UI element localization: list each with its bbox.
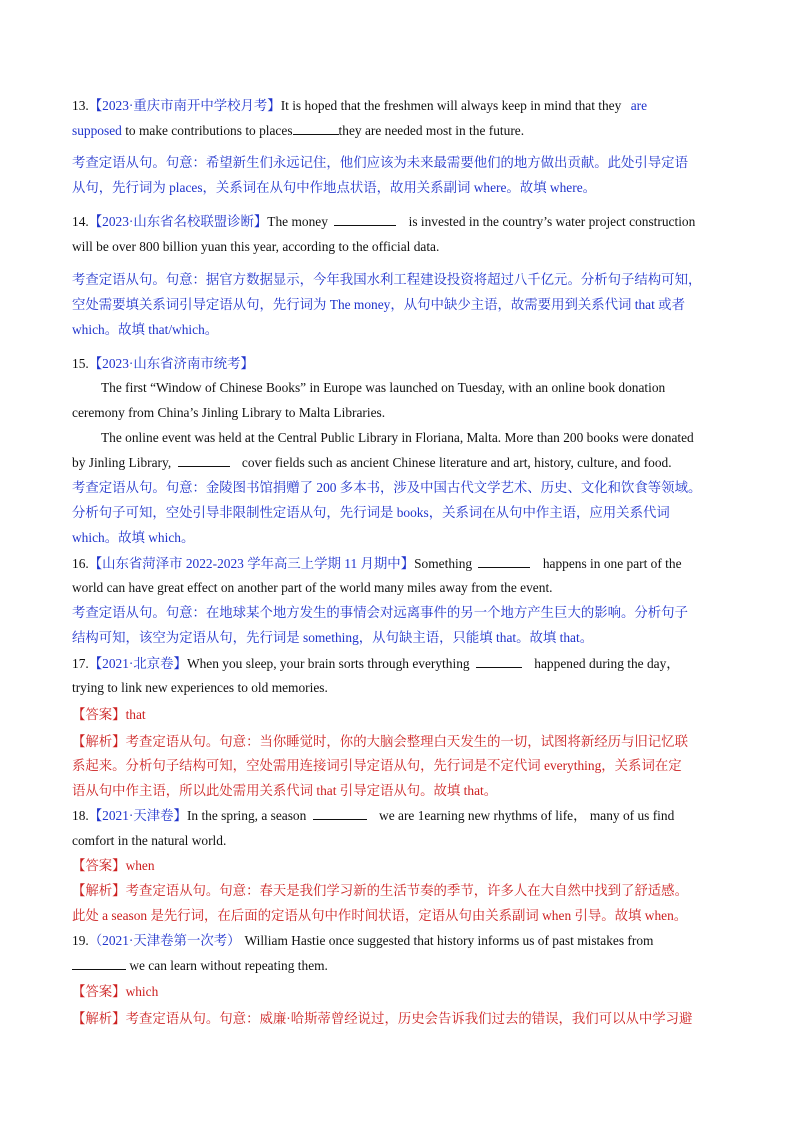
answer-label: 【答案】: [72, 858, 126, 873]
item-15-explanation-2: 分析句子可知，空处引导非限制性定语从句，先行词是 books，关系词在从句中作主语，应用关系代词: [72, 505, 670, 520]
highlighted-answer-text: supposed: [72, 123, 122, 138]
item-source: 【2023·山东省名校联盟诊断】: [88, 214, 268, 229]
answer-blank[interactable]: [476, 655, 522, 668]
item-number: 16.: [72, 556, 89, 571]
item-number: 14.: [72, 214, 89, 229]
analysis-label: 【解析】: [72, 1011, 126, 1026]
question-text: When you sleep, your brain sorts through everything: [186, 656, 473, 671]
item-13-explanation-2: 从句，先行词为 places，关系词在从句中作地点状语，故用关系副词 where。故填 where。: [72, 180, 597, 195]
item-16-explanation-1: 考查定语从句。句意：在地球某个地方发生的事情会对远离事件的另一个地方产生巨大的影响。分析句子: [72, 605, 688, 620]
question-text: happens in one part of the: [539, 556, 682, 571]
answer-blank[interactable]: [72, 957, 126, 970]
question-text: The money: [267, 214, 332, 229]
item-14-explanation-1: 考查定语从句。句意：据官方数据显示，今年我国水利工程建设投资将超过八千亿元。分析句子结构可知，: [72, 272, 702, 287]
item-13-line-1: [72, 96, 732, 116]
question-text: In the spring, a season: [186, 808, 310, 823]
answer-line: [72, 705, 732, 725]
item-number: 17.: [72, 656, 89, 671]
analysis-label: 【解析】: [72, 734, 126, 749]
question-text: by Jinling Library,: [72, 455, 175, 470]
answer-value: that: [125, 707, 146, 722]
question-text: happened during the day，: [530, 656, 680, 671]
answer-blank[interactable]: [478, 555, 530, 568]
item-number: 19.: [72, 933, 89, 948]
question-text: is invested in the country’s water project construction: [405, 214, 696, 229]
analysis-line-1: 【解析】考查定语从句。句意：当你睡觉时，你的大脑会整理白天发生的一切，试图将新经历与旧记忆联: [72, 734, 688, 749]
highlighted-answer-text: are: [630, 98, 648, 113]
answer-label: 【答案】: [72, 984, 126, 999]
item-14-line-1: [72, 212, 732, 232]
question-text: to make contributions to places: [121, 123, 293, 138]
item-14-explanation-2: 空处需要填关系词引导定语从句，先行词为 The money，从句中缺少主语，故需要用到关系代词 that 或者: [72, 297, 685, 312]
question-text: William Hastie once suggested that history informs us of past mistakes from: [244, 933, 654, 948]
item-source: （2021·天津卷第一次考）: [88, 933, 241, 948]
answer-blank[interactable]: [334, 213, 396, 226]
question-text: we are 1earning new rhythms of life， many of us find: [375, 808, 675, 823]
question-text: Something: [414, 556, 476, 571]
item-19-line-2: [72, 956, 732, 976]
answer-blank[interactable]: [313, 807, 367, 820]
analysis-line-1: 【解析】考查定语从句。句意：威廉·哈斯蒂曾经说过，历史会告诉我们过去的错误，我们可以从中学习避: [72, 1011, 693, 1026]
item-14-explanation-3: which。故填 that/which。: [72, 322, 219, 337]
item-15-heading: [72, 354, 732, 374]
item-15-explanation-1: 考查定语从句。句意：金陵图书馆捐赠了 200 多本书，涉及中国古代文学艺术、历史、文化和饮食等领域。: [72, 480, 702, 495]
question-text: cover fields such as ancient Chinese literature and art, history, culture, and food.: [238, 455, 672, 470]
item-source: 【2021·北京卷】: [88, 656, 187, 671]
question-text: we can learn without repeating them.: [126, 958, 328, 973]
item-18-line-2: comfort in the natural world.: [72, 833, 227, 848]
passage-line: The online event was held at the Central Public Library in Floriana, Malta. More than 200 books were donated: [101, 430, 694, 445]
analysis-line-3: 语从句中作主语，所以此处需用关系代词 that 引导定语从句。故填 that。: [72, 783, 498, 798]
item-16-line-2: world can have great effect on another part of the world many miles away from the event.: [72, 580, 553, 595]
answer-blank[interactable]: [178, 454, 230, 467]
analysis-label: 【解析】: [72, 883, 126, 898]
item-14-line-2: will be over 800 billion yuan this year, according to the official data.: [72, 239, 440, 254]
item-source: 【山东省菏泽市 2022-2023 学年高三上学期 11 月期中】: [88, 556, 415, 571]
item-number: 15.: [72, 356, 89, 371]
item-13-explanation-1: 考查定语从句。句意：希望新生们永远记住，他们应该为未来最需要他们的地方做出贡献。此处引导定语: [72, 155, 688, 170]
item-17-line-2: trying to link new experiences to old memories.: [72, 680, 328, 695]
item-18-line-1: [72, 806, 732, 826]
answer-line: [72, 982, 732, 1002]
item-17-line-1: [72, 654, 732, 674]
answer-line: [72, 856, 732, 876]
item-13-line-2: [72, 121, 732, 141]
question-text: It is hoped that the freshmen will always keep in mind that they: [280, 98, 625, 113]
answer-label: 【答案】: [72, 707, 126, 722]
item-source: 【2023·山东省济南市统考】: [88, 356, 254, 371]
item-19-line-1: [72, 931, 732, 951]
analysis-line-2: 系起来。分析句子结构可知，空处需用连接词引导定语从句，先行词是不定代词 everything，关系词在定: [72, 758, 682, 773]
answer-blank[interactable]: [293, 122, 339, 135]
item-number: 18.: [72, 808, 89, 823]
item-15-explanation-3: which。故填 which。: [72, 530, 195, 545]
item-number: 13.: [72, 98, 89, 113]
analysis-line-1: 【解析】考查定语从句。句意：春天是我们学习新的生活节奏的季节，许多人在大自然中找到了舒适感。: [72, 883, 688, 898]
passage-line: [72, 453, 732, 473]
analysis-line-2: 此处 a season 是先行词，在后面的定语从句中作时间状语，定语从句由关系副词 when 引导。故填 when。: [72, 908, 688, 923]
question-text: they are needed most in the future.: [338, 123, 525, 138]
item-16-line-1: [72, 554, 732, 574]
item-16-explanation-2: 结构可知，该空为定语从句，先行词是 something，从句缺主语，只能填 that。故填 that。: [72, 630, 594, 645]
item-source: 【2021·天津卷】: [88, 808, 187, 823]
item-source: 【2023·重庆市南开中学校月考】: [88, 98, 281, 113]
passage-line: ceremony from China’s Jinling Library to Malta Libraries.: [72, 405, 386, 420]
answer-value: which: [125, 984, 159, 999]
answer-value: when: [125, 858, 155, 873]
passage-line: The first “Window of Chinese Books” in Europe was launched on Tuesday, with an online book donation: [101, 380, 666, 395]
